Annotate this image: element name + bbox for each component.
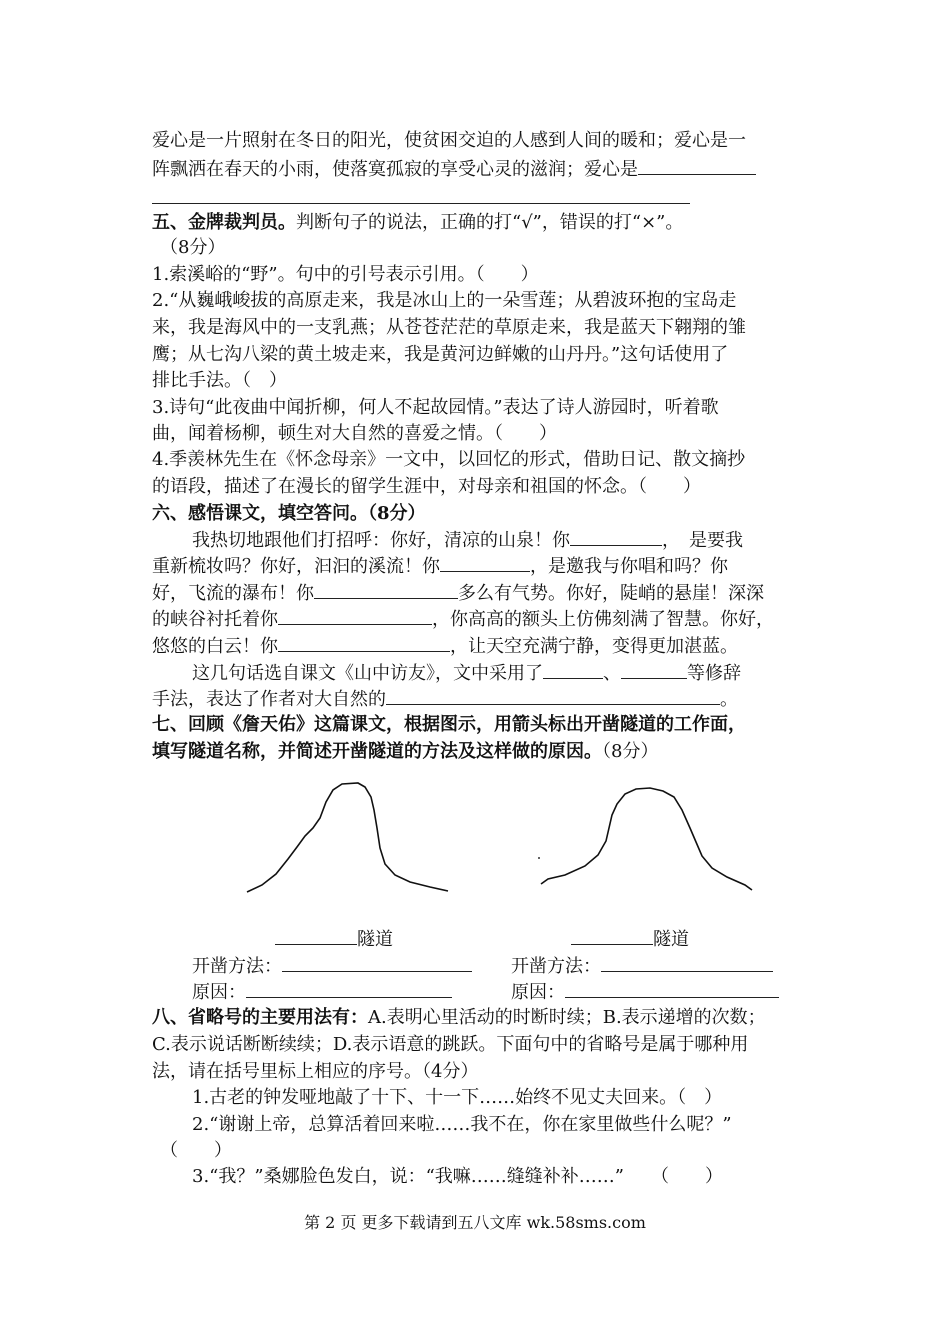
s5-item-2: 2.“从巍峨峻拔的高原走来，我是冰山上的一朵雪莲；从碧波环抱的宝岛走 [152, 290, 737, 311]
s8-item-2: 2.“谢谢上帝，总算活着回来啦……我不在，你在家里做些什么呢？” [192, 1114, 732, 1135]
right-method-blank[interactable] [601, 953, 773, 972]
section-8-usage-a-b: A.表明心里活动的时断时续；B.表示递增的次数； [368, 1007, 766, 1028]
left-reason-row [192, 979, 492, 1006]
s6-text: 好，飞流的瀑布！你 [152, 583, 314, 604]
s6-text: ，你高高的额头上仿佛刻满了智慧。你好， [432, 609, 774, 630]
s6-blank-8[interactable] [386, 686, 720, 705]
method-label: 开凿方法： [192, 956, 282, 977]
stray-dot [538, 857, 540, 859]
section-8-line-3: 法，请在括号里标上相应的序号。（4分） [152, 1061, 479, 1082]
intro-line-1: 爱心是一片照射在冬日的阳光，使贫困交迫的人感到人间的暖和；爱心是一 [152, 130, 746, 151]
s6-blank-6[interactable] [543, 660, 603, 679]
right-method-row [511, 953, 811, 980]
s6-text: 。 [720, 689, 738, 710]
reason-label: 原因： [192, 982, 246, 1003]
section-8-line-1 [152, 1005, 842, 1031]
s5-item-3-cont: 曲，闻着杨柳，顿生对大自然的喜爱之情。（ ） [152, 423, 557, 444]
mountain-right-outline [541, 788, 752, 890]
s5-item-2-cont-3: 排比手法。（ ） [152, 370, 287, 391]
right-reason-blank[interactable] [565, 979, 779, 998]
s6-blank-7[interactable] [621, 660, 687, 679]
s5-item-1: 1.索溪峪的“野”。句中的引号表示引用。（ ） [152, 264, 539, 285]
page-footer: 第 2 页 更多下载请到五八文库 wk.58sms.com [304, 1213, 646, 1232]
s6-question-line-2 [152, 686, 842, 713]
s6-text: 、 [603, 663, 621, 684]
s6-text: 悠悠的白云！你 [152, 636, 278, 657]
s6-text: 多么有气势。你好，陡峭的悬崖！深深 [458, 583, 764, 604]
s6-question-line-1 [192, 660, 882, 687]
intro-answer-line[interactable] [152, 203, 690, 204]
section-5-score: （8分） [160, 237, 226, 258]
s6-text: ，让天空充满宁静，变得更加湛蓝。 [450, 636, 738, 657]
s8-item-2-cont: （ ） [160, 1140, 232, 1161]
intro-blank[interactable] [638, 156, 756, 175]
left-reason-blank[interactable] [246, 979, 452, 998]
section-7-heading: 七、回顾《詹天佑》这篇课文，根据图示，用箭头标出开凿隧道的工作面， [152, 714, 746, 735]
section-7-score: （8分） [602, 741, 659, 762]
tunnel-left-blank[interactable] [275, 926, 357, 945]
mountain-left-outline [247, 783, 448, 892]
s6-text: ，是邀我与你唱和吗？你 [530, 556, 728, 577]
s5-item-4: 4.季羡林先生在《怀念母亲》一文中，以回忆的形式，借助日记、散文摘抄 [152, 449, 746, 470]
s6-blank-1[interactable] [570, 527, 662, 546]
intro-line-2 [152, 156, 842, 183]
s6-para-line-5 [152, 633, 842, 660]
s6-para-line-4 [152, 606, 842, 633]
intro-line-2-text: 阵飘洒在春天的小雨，使落寞孤寂的享受心灵的滋润；爱心是 [152, 159, 638, 180]
s6-text: 的峡谷衬托着你 [152, 609, 278, 630]
section-5-heading: 五、金牌裁判员。 [152, 212, 296, 233]
left-method-blank[interactable] [282, 953, 472, 972]
tunnel-left-name [275, 926, 515, 953]
s5-item-3: 3.诗句“此夜曲中闻折柳，何人不起故园情。”表达了诗人游园时，听着歌 [152, 397, 719, 418]
s6-text: 我热切地跟他们打招呼：你好，清凉的山泉！你 [192, 530, 570, 551]
s6-text: 重新梳妆吗？你好，汩汩的溪流！你 [152, 556, 440, 577]
s6-blank-3[interactable] [314, 580, 458, 599]
section-6-heading: 六、感悟课文，填空答问。（8分） [152, 503, 426, 524]
s6-blank-5[interactable] [278, 633, 450, 652]
s5-item-2-cont-1: 来，我是海风中的一支乳燕；从苍苍茫茫的草原走来，我是蓝天下翱翔的雏 [152, 317, 746, 338]
right-reason-row [511, 979, 811, 1006]
tunnel-mountain-diagram [0, 770, 950, 910]
section-5-instruction: 判断句子的说法，正确的打“√”，错误的打“×”。 [296, 212, 684, 233]
tunnel-right-suffix: 隧道 [653, 929, 689, 950]
section-8-heading: 八、省略号的主要用法有： [152, 1007, 368, 1028]
s6-text: 这几句话选自课文《山中访友》，文中采用了 [192, 663, 543, 684]
section-8-line-2: C.表示说话断断续续；D.表示语意的跳跃。下面句中的省略号是属于哪种用 [152, 1034, 749, 1055]
s8-item-3: 3.“我？”桑娜脸色发白，说：“我嘛……缝缝补补……” （ ） [192, 1166, 723, 1187]
s6-text: 等修辞 [687, 663, 741, 684]
reason-label: 原因： [511, 982, 565, 1003]
tunnel-left-suffix: 隧道 [357, 929, 393, 950]
s6-blank-2[interactable] [440, 553, 530, 572]
tunnel-right-name [571, 926, 811, 953]
s6-text: ， 是要我 [662, 530, 743, 551]
s6-text: 手法，表达了作者对大自然的 [152, 689, 386, 710]
method-label: 开凿方法： [511, 956, 601, 977]
tunnel-right-blank[interactable] [571, 926, 653, 945]
section-7-heading-bold: 填写隧道名称，并简述开凿隧道的方法及这样做的原因。 [152, 741, 602, 762]
s5-item-2-cont-2: 鹰；从七沟八梁的黄土坡走来，我是黄河边鲜嫩的山丹丹。”这句话使用了 [152, 344, 729, 365]
left-method-row [192, 953, 492, 980]
section-5-title [152, 210, 842, 236]
s5-item-4-cont: 的语段，描述了在漫长的留学生涯中，对母亲和祖国的怀念。（ ） [152, 476, 701, 497]
s6-blank-4[interactable] [278, 606, 432, 625]
s8-item-1: 1.古老的钟发哑地敲了十下、十一下……始终不见丈夫回来。（ ） [192, 1087, 723, 1108]
s6-para-line-2 [152, 553, 842, 580]
section-7-heading-cont [152, 739, 842, 765]
s6-para-line-1 [192, 527, 882, 554]
s6-para-line-3 [152, 580, 842, 607]
